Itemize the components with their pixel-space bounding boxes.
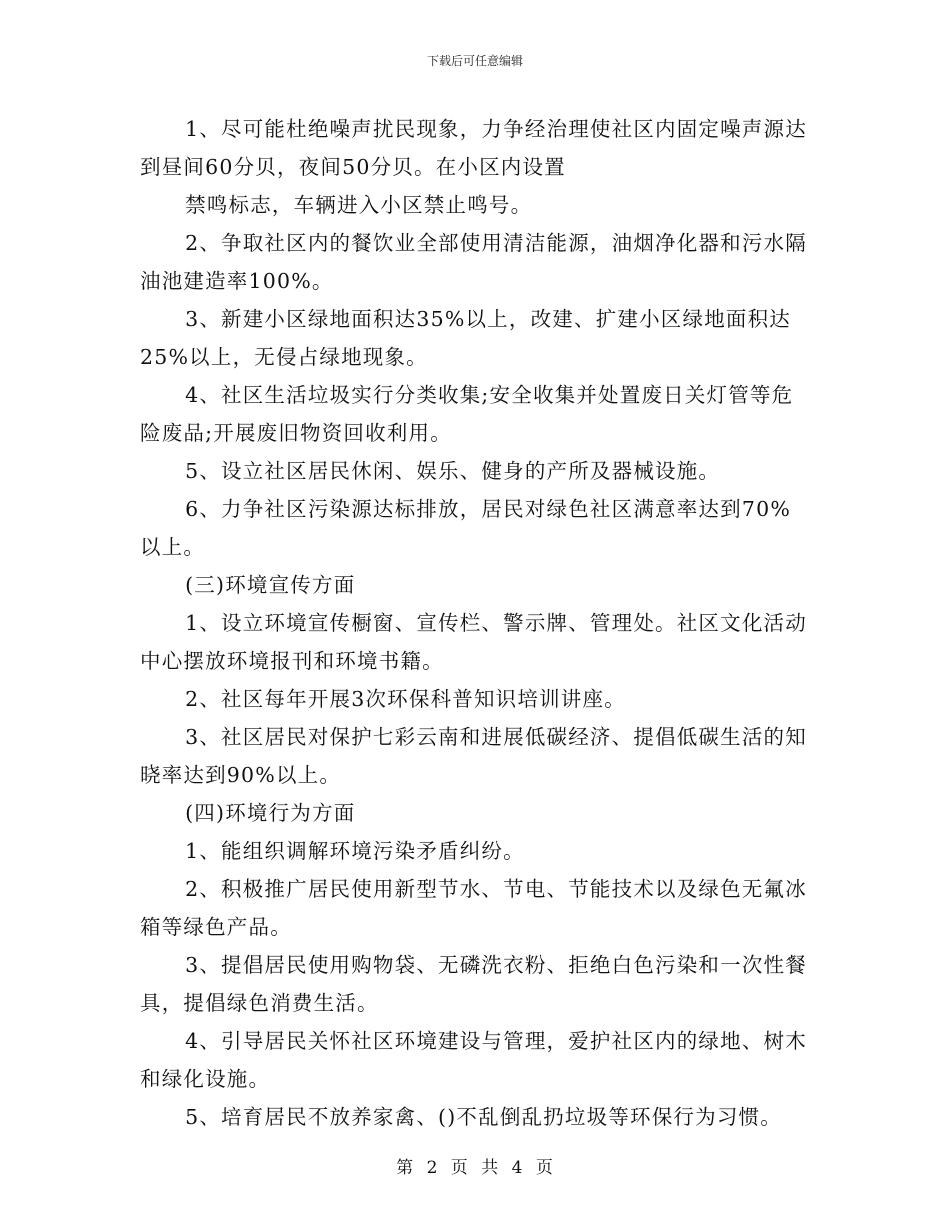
paragraph-promotion-1: 1、设立环境宣传橱窗、宣传栏、警示牌、管理处。社区文化活动中心摆放环境报刊和环境书籍。 <box>140 611 807 673</box>
paragraph-noise-continued: 禁鸣标志，车辆进入小区禁止鸣号。 <box>185 193 533 217</box>
paragraph-facilities: 5、设立社区居民休闲、娱乐、健身的产所及器械设施。 <box>185 459 721 483</box>
section-heading-promotion: (三)环境宣传方面 <box>185 573 356 597</box>
paragraph-behavior-5: 5、培育居民不放养家禽、()不乱倒乱扔垃圾等环保行为习惯。 <box>185 1105 782 1129</box>
paragraph-promotion-3: 3、社区居民对保护七彩云南和进展低碳经济、提倡低碳生活的知晓率达到90%以上。 <box>140 725 807 787</box>
footer-suffix: 页 <box>535 1158 554 1178</box>
footer-current-page: 2 <box>426 1158 439 1178</box>
paragraph-pollution: 6、力争社区污染源达标排放，居民对绿色社区满意率达到70%以上。 <box>140 497 791 559</box>
paragraph-promotion-2: 2、社区每年开展3次环保科普知识培训讲座。 <box>185 687 626 711</box>
paragraph-catering: 2、争取社区内的餐饮业全部使用清洁能源，油烟净化器和污水隔油池建造率100%。 <box>140 231 807 293</box>
page-header: 下载后可任意编辑 <box>426 54 523 68</box>
section-heading-behavior: (四)环境行为方面 <box>185 801 356 825</box>
page-footer <box>0 1153 950 1178</box>
footer-mid2: 共 <box>481 1158 500 1178</box>
footer-total-pages: 4 <box>511 1158 524 1178</box>
paragraph-behavior-2: 2、积极推广居民使用新型节水、节电、节能技术以及绿色无氟冰箱等绿色产品。 <box>140 877 807 939</box>
paragraph-greenland: 3、新建小区绿地面积达35%以上，改建、扩建小区绿地面积达25%以上，无侵占绿地现象。 <box>140 307 791 369</box>
paragraph-behavior-4: 4、引导居民关怀社区环境建设与管理，爱护社区内的绿地、树木和绿化设施。 <box>140 1029 807 1091</box>
footer-prefix: 第 <box>396 1158 415 1178</box>
paragraph-noise: 1、尽可能杜绝噪声扰民现象，力争经治理使社区内固定噪声源达到昼间60分贝，夜间50分贝。在小区内设置 <box>140 117 807 179</box>
paragraph-garbage: 4、社区生活垃圾实行分类收集;安全收集并处置废日关灯管等危险废品;开展废旧物资回收利用。 <box>140 383 794 445</box>
document-body <box>140 110 810 1136</box>
paragraph-behavior-1: 1、能组织调解环境污染矛盾纠纷。 <box>185 839 525 863</box>
paragraph-behavior-3: 3、提倡居民使用购物袋、无磷洗衣粉、拒绝白色污染和一次性餐具，提倡绿色消费生活。 <box>140 953 807 1015</box>
footer-mid1: 页 <box>450 1158 469 1178</box>
